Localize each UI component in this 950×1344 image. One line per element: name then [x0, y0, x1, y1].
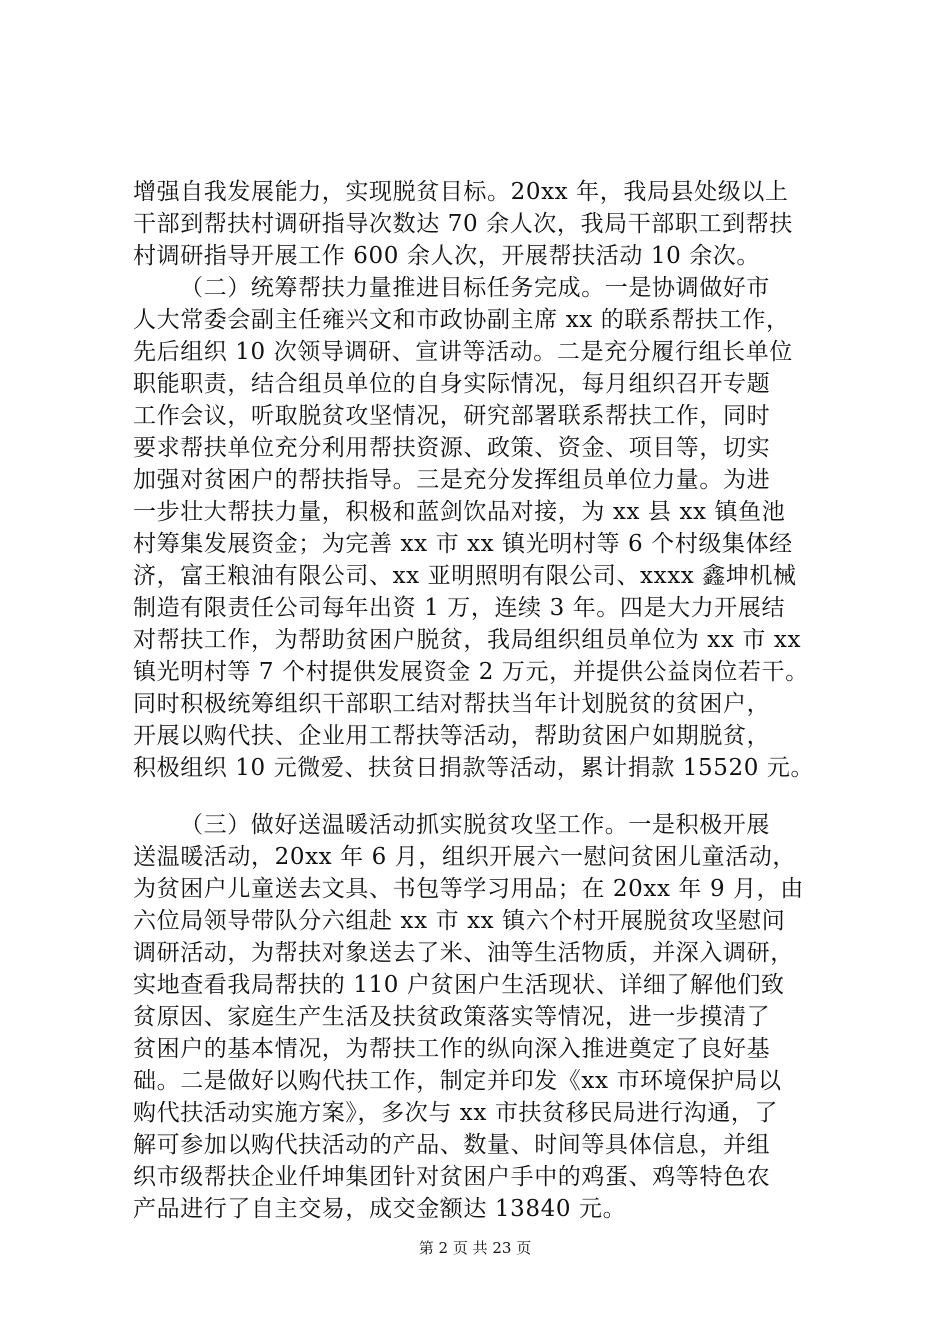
text-line: 送温暖活动，20xx 年 6 月，组织开展六一慰问贫困儿童活动，: [133, 844, 796, 870]
text-line: 同时积极统筹组织干部职工结对帮扶当年计划脱贫的贫困户，: [133, 691, 771, 717]
text-line: 增强自我发展能力，实现脱贫目标。20xx 年，我局县处级以上: [133, 179, 789, 205]
text-line: 实地查看我局帮扶的 110 户贫困户生活现状、详细了解他们致: [133, 972, 785, 998]
text-line: 贫原因、家庭生产生活及扶贫政策落实等情况，进一步摸清了: [133, 1004, 771, 1030]
text-line: 产品进行了自主交易，成交金额达 13840 元。: [133, 1196, 627, 1222]
text-line: 一步壮大帮扶力量，积极和蓝剑饮品对接，为 xx 县 xx 镇鱼池: [133, 499, 786, 525]
text-line: 六位局领导带队分六组赴 xx 市 xx 镇六个村开展脱贫攻坚慰问: [133, 908, 786, 934]
paragraph-start-line: （三）做好送温暖活动抓实脱贫攻坚工作。一是积极开展: [180, 812, 770, 838]
text-line: 职能职责，结合组员单位的自身实际情况，每月组织召开专题: [133, 371, 771, 397]
paragraph-start-line: （二）统筹帮扶力量推进目标任务完成。一是协调做好市: [180, 275, 770, 301]
text-line: 础。二是做好以购代扶工作，制定并印发《xx 市环境保护局以: [133, 1068, 782, 1094]
text-line: 村调研指导开展工作 600 余人次，开展帮扶活动 10 余次。: [133, 243, 761, 269]
text-line: 工作会议，听取脱贫攻坚情况，研究部署联系帮扶工作，同时: [133, 403, 771, 429]
text-line: 织市级帮扶企业仟坤集团针对贫困户手中的鸡蛋、鸡等特色农: [133, 1164, 771, 1190]
text-line: 加强对贫困户的帮扶指导。三是充分发挥组员单位力量。为进: [133, 467, 771, 493]
text-line: 村筹集发展资金；为完善 xx 市 xx 镇光明村等 6 个村级集体经: [133, 531, 793, 557]
text-line: 为贫困户儿童送去文具、书包等学习用品；在 20xx 年 9 月，由: [133, 876, 804, 902]
text-line: 制造有限责任公司每年出资 1 万，连续 3 年。四是大力开展结: [133, 595, 786, 621]
text-line: 购代扶活动实施方案》，多次与 xx 市扶贫移民局进行沟通，了: [133, 1100, 779, 1126]
text-line: 开展以购代扶、企业用工帮扶等活动，帮助贫困户如期脱贫，: [133, 723, 771, 749]
text-line: 解可参加以购代扶活动的产品、数量、时间等具体信息，并组: [133, 1132, 771, 1158]
text-line: 干部到帮扶村调研指导次数达 70 余人次，我局干部职工到帮扶: [133, 211, 793, 237]
page-number-footer: 第 2 页 共 23 页: [418, 1239, 532, 1257]
text-line: 要求帮扶单位充分利用帮扶资源、政策、资金、项目等，切实: [133, 435, 771, 461]
text-line: 人大常委会副主任雍兴文和市政协副主席 xx 的联系帮扶工作，: [133, 307, 790, 333]
text-line: 先后组织 10 次领导调研、宣讲等活动。二是充分履行组长单位: [133, 339, 793, 365]
text-line: 积极组织 10 元微爱、扶贫日捐款等活动，累计捐款 15520 元。: [133, 755, 815, 781]
text-line: 镇光明村等 7 个村提供发展资金 2 万元，并提供公益岗位若干。: [133, 659, 809, 685]
text-line: 济，富王粮油有限公司、xx 亚明照明有限公司、xxxx 鑫坤机械: [133, 563, 797, 589]
text-line: 对帮扶工作，为帮助贫困户脱贫，我局组织组员单位为 xx 市 xx: [133, 627, 802, 653]
text-line: 调研活动，为帮扶对象送去了米、油等生活物质，并深入调研，: [133, 940, 794, 966]
text-line: 贫困户的基本情况，为帮扶工作的纵向深入推进奠定了良好基: [133, 1036, 771, 1062]
